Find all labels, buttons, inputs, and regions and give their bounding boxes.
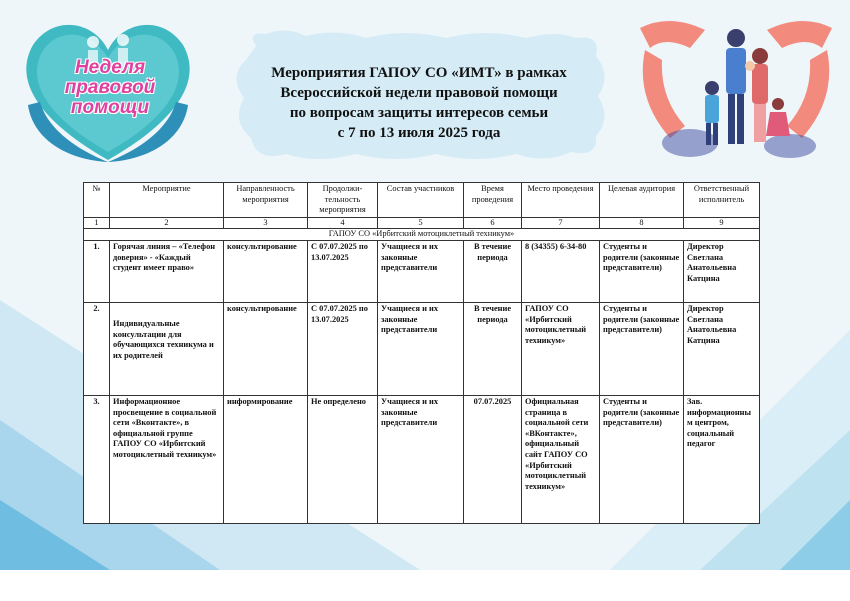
title-line: по вопросам защиты интересов семьи — [289, 105, 549, 121]
column-number: 2 — [110, 217, 224, 229]
column-number: 6 — [464, 217, 522, 229]
events-table — [83, 182, 760, 524]
event-cell: Индивидуальные консультации для обучающихся техникума и их родителей — [110, 302, 224, 395]
direction-cell: консультирование — [224, 302, 308, 395]
col-header: № — [84, 183, 110, 218]
title-line: Мероприятия ГАПОУ СО «ИМТ» в рамках — [271, 65, 567, 81]
page-bottom — [0, 570, 850, 601]
family-illustration — [630, 8, 842, 168]
col-header: Ответственный исполнитель — [684, 183, 760, 218]
direction-cell: информирование — [224, 395, 308, 523]
column-number: 7 — [522, 217, 600, 229]
place-cell: 8 (34355) 6-34-80 — [522, 240, 600, 302]
col-header: Место проведения — [522, 183, 600, 218]
col-header: Целевая аудитория — [600, 183, 684, 218]
col-header: Время проведения — [464, 183, 522, 218]
time-cell: В течение периода — [464, 302, 522, 395]
duration-cell: Не определено — [308, 395, 378, 523]
organization-name: ГАПОУ СО «Ирбитский мотоциклетный техникум» — [84, 229, 760, 241]
logo-title: Неделя правовой помощи — [64, 57, 156, 118]
column-number: 3 — [224, 217, 308, 229]
column-number: 1 — [84, 217, 110, 229]
row-number: 1. — [84, 240, 110, 302]
audience-cell: Студенты и родители (законные представители) — [600, 302, 684, 395]
event-cell: Горячая линия – «Телефон доверия» - «Каждый студент имеет право» — [110, 240, 224, 302]
audience-cell: Студенты и родители (законные представители) — [600, 395, 684, 523]
participants-cell: Учащиеся и их законные представители — [378, 240, 464, 302]
time-cell: В течение периода — [464, 240, 522, 302]
organization-row — [84, 229, 760, 241]
column-number: 4 — [308, 217, 378, 229]
responsible-cell: Зав. информационным центром, социальный педагог — [684, 395, 760, 523]
table-row — [84, 302, 760, 395]
col-header: Состав участников — [378, 183, 464, 218]
title-line: с 7 по 13 июля 2025 года — [337, 125, 501, 141]
title-line: Всероссийской недели правовой помощи — [280, 85, 558, 101]
col-header: Продолжи-тельность мероприятия — [308, 183, 378, 218]
column-number: 9 — [684, 217, 760, 229]
participants-cell: Учащиеся и их законные представители — [378, 395, 464, 523]
page-title — [240, 63, 598, 143]
audience-cell: Студенты и родители (законные представители) — [600, 240, 684, 302]
duration-cell: С 07.07.2025 по 13.07.2025 — [308, 240, 378, 302]
table-row — [84, 395, 760, 523]
header-row — [84, 183, 760, 218]
column-number: 5 — [378, 217, 464, 229]
event-cell: Информационное просвещение в социальной сети «Вконтакте», в официальной группе ГАПОУ СО «Ирбитский мотоциклетный техникум» — [110, 395, 224, 523]
duration-cell: С 07.07.2025 по 13.07.2025 — [308, 302, 378, 395]
responsible-cell: Директор Светлана Анатольевна Катцина — [684, 302, 760, 395]
responsible-cell: Директор Светлана Анатольевна Катцина — [684, 240, 760, 302]
row-number: 3. — [84, 395, 110, 523]
place-cell: ГАПОУ СО «Ирбитский мотоциклетный техникум» — [522, 302, 600, 395]
place-cell: Официальная страница в социальной сети «ВКонтакте», официальный сайт ГАПОУ СО «Ирбитский мотоциклетный техникум» — [522, 395, 600, 523]
direction-cell: консультирование — [224, 240, 308, 302]
column-number-row — [84, 217, 760, 229]
row-number: 2. — [84, 302, 110, 395]
table-row — [84, 240, 760, 302]
column-number: 8 — [600, 217, 684, 229]
participants-cell: Учащиеся и их законные представители — [378, 302, 464, 395]
col-header: Мероприятие — [110, 183, 224, 218]
time-cell: 07.07.2025 — [464, 395, 522, 523]
col-header: Направленность мероприятия — [224, 183, 308, 218]
